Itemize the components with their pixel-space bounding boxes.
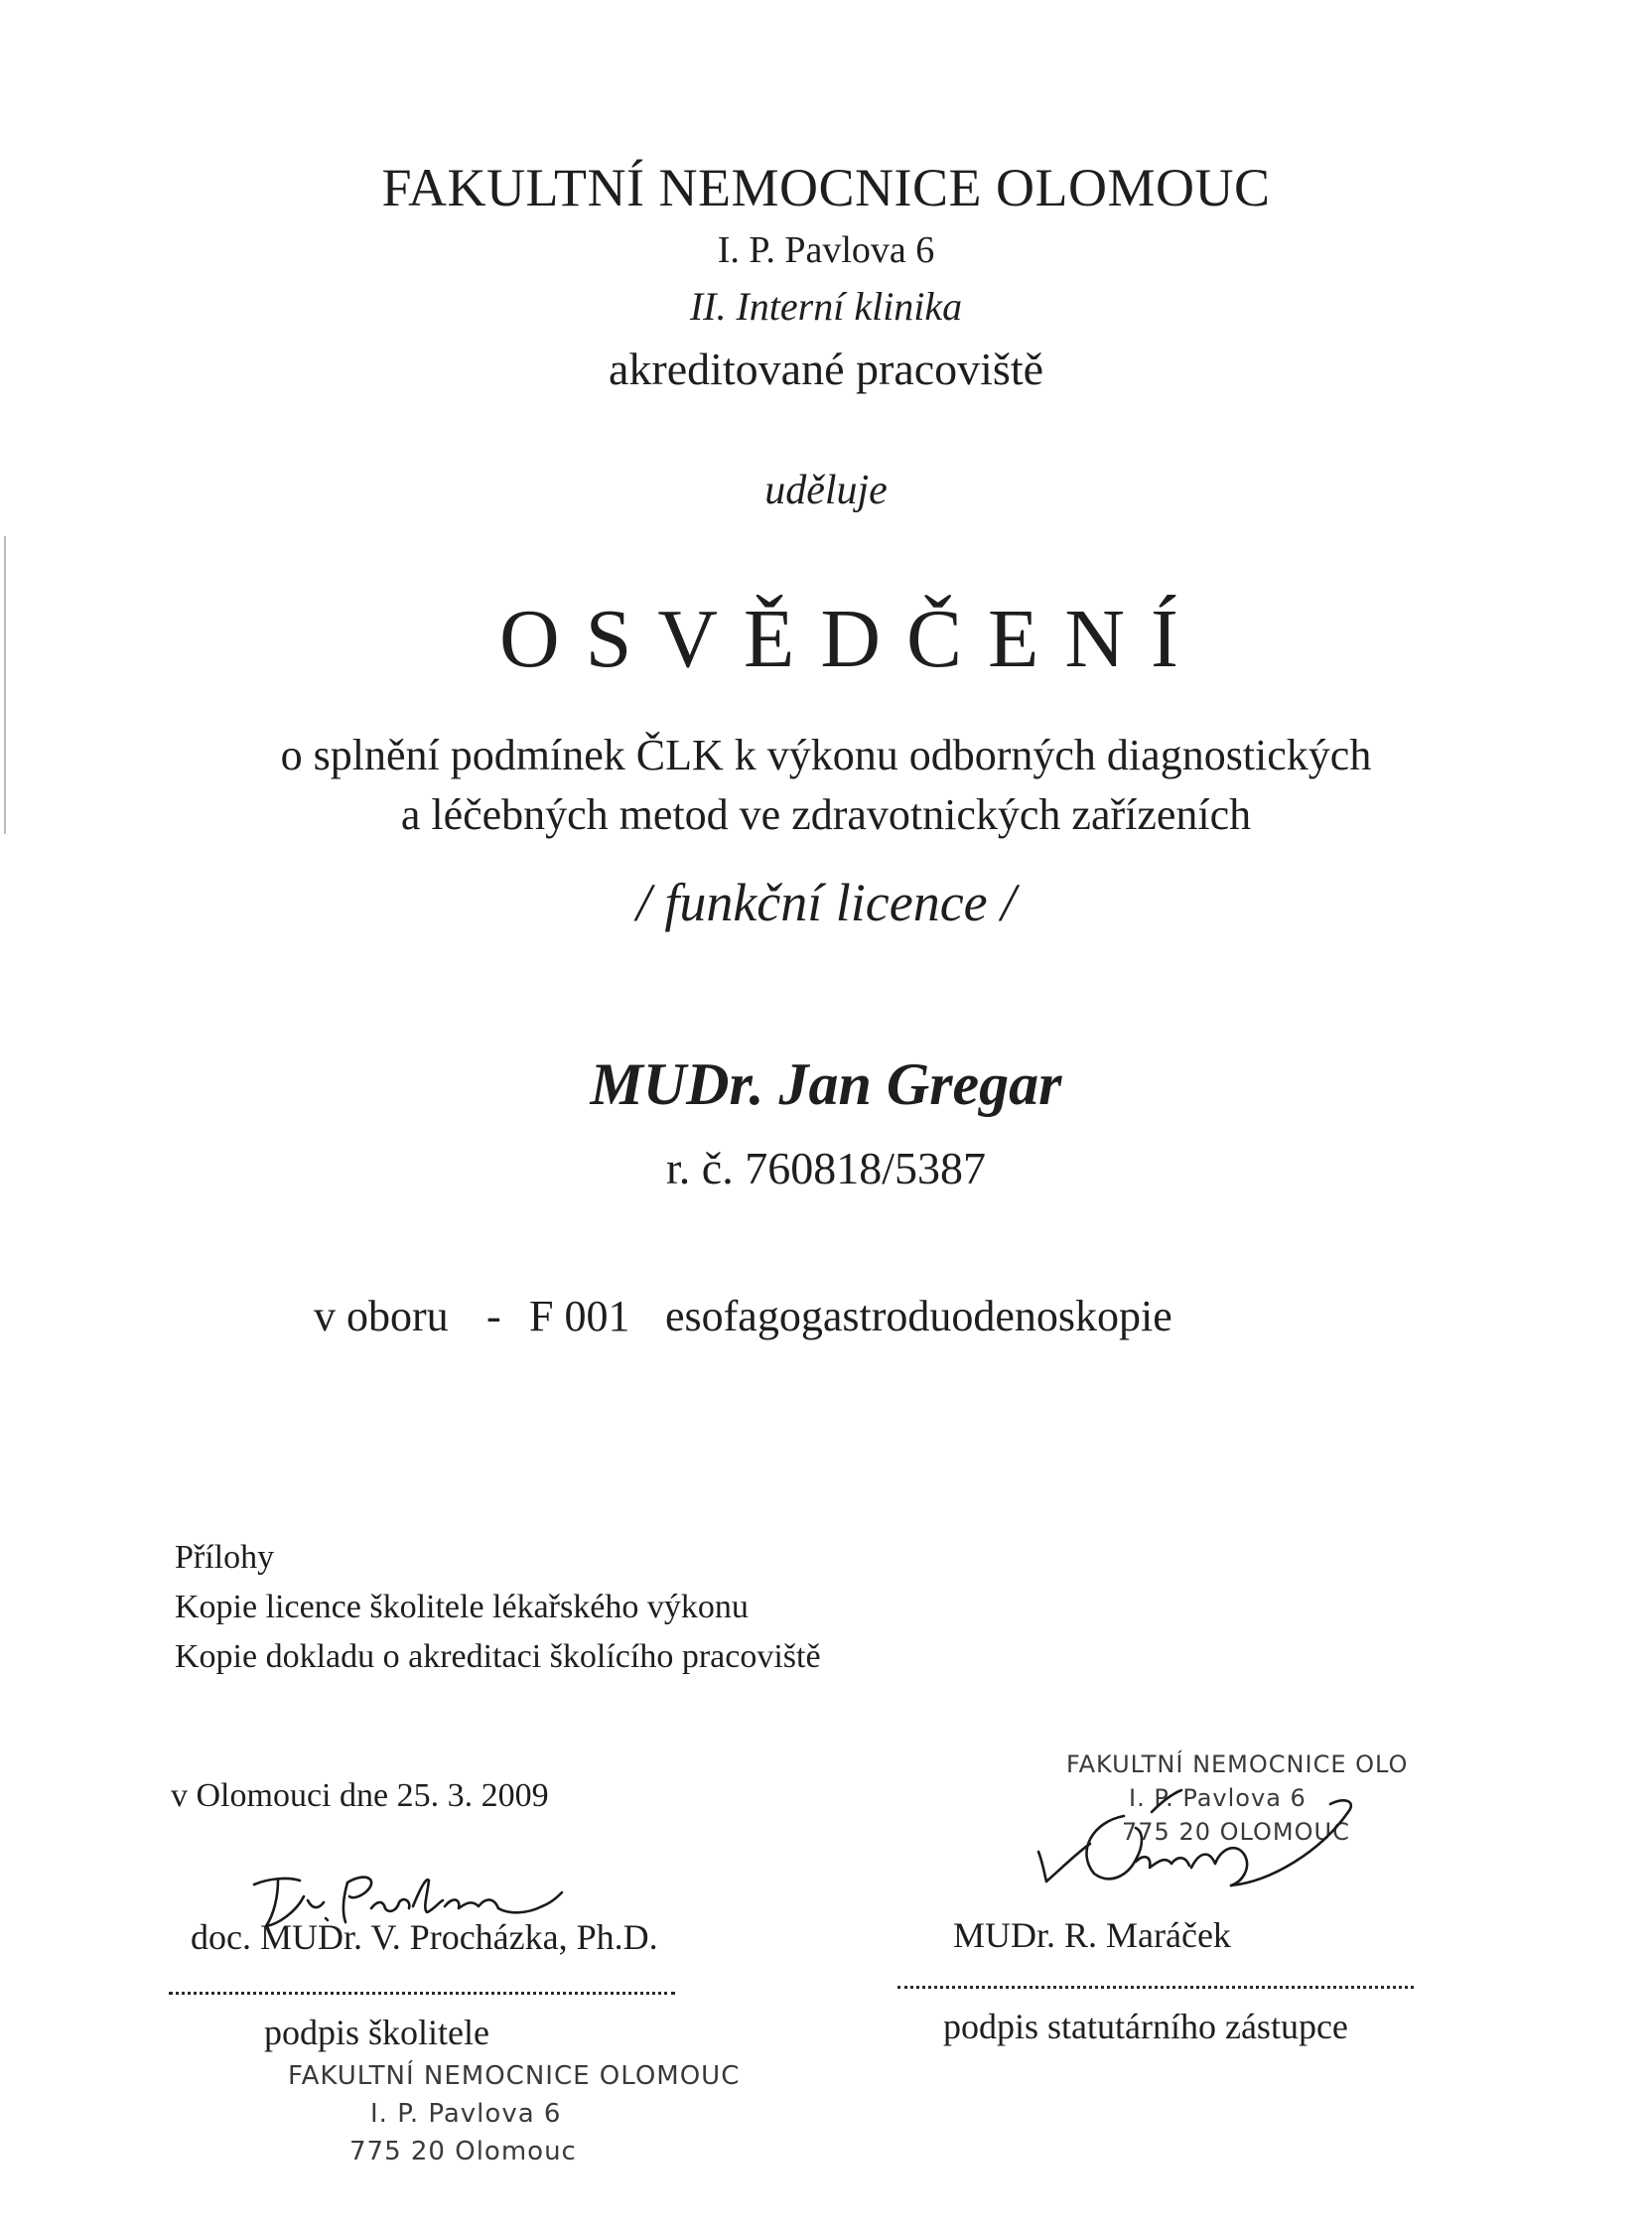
institution-address: I. P. Pavlova 6 <box>717 229 935 271</box>
trainer-stamp-line-2: I. P. Pavlova 6 <box>370 2099 562 2129</box>
statutory-stamp-line-3: 775 20 OLOMOUC <box>1122 1818 1350 1846</box>
place-date: v Olomouci dne 25. 3. 2009 <box>171 1777 549 1814</box>
certificate-title: OSVĚDČENÍ <box>499 593 1204 685</box>
description-line-1: o splnění podmínek ČLK k výkonu odborných diagnostických <box>280 731 1372 779</box>
trainer-signature-line <box>169 1992 675 1995</box>
license-type: / funkční licence / <box>635 873 1017 932</box>
field-prefix: v oboru <box>314 1292 449 1340</box>
recipient-name: MUDr. Jan Gregar <box>590 1051 1062 1117</box>
statutory-signature-line <box>897 1986 1414 1989</box>
attachment-item: Kopie licence školitele lékařského výkonu <box>175 1589 749 1625</box>
description-line-2: a léčebných metod ve zdravotnických zařízeních <box>400 790 1252 839</box>
statutory-name: MUDr. R. Maráček <box>953 1915 1231 1955</box>
statutory-signature <box>1032 1782 1370 1901</box>
statutory-role: podpis statutárního zástupce <box>943 2007 1348 2046</box>
field-name: esofagogastroduodenoskopie <box>665 1292 1172 1340</box>
recipient-birth-number: r. č. 760818/5387 <box>666 1143 986 1193</box>
grants-label: uděluje <box>764 468 888 513</box>
statutory-stamp-line-2: I. P. Pavlova 6 <box>1129 1784 1307 1812</box>
attachment-item: Kopie dokladu o akreditaci školícího pracoviště <box>175 1638 821 1675</box>
trainer-stamp-line-1: FAKULTNÍ NEMOCNICE OLOMOUC <box>288 2061 741 2091</box>
attachments-heading: Přílohy <box>175 1539 275 1576</box>
accreditation-label: akreditované pracoviště <box>608 344 1044 394</box>
field-code: F 001 <box>529 1292 630 1340</box>
institution-name: FAKULTNÍ NEMOCNICE OLOMOUC <box>381 158 1271 217</box>
field-dash: - <box>486 1292 501 1340</box>
clinic-name: II. Interní klinika <box>689 284 963 329</box>
trainer-stamp-line-3: 775 20 Olomouc <box>349 2137 577 2166</box>
trainer-name: doc. MUDr. V. Procházka, Ph.D. <box>191 1917 658 1957</box>
statutory-stamp-line-1: FAKULTNÍ NEMOCNICE OLO <box>1066 1750 1409 1778</box>
trainer-role: podpis školitele <box>264 2013 489 2052</box>
